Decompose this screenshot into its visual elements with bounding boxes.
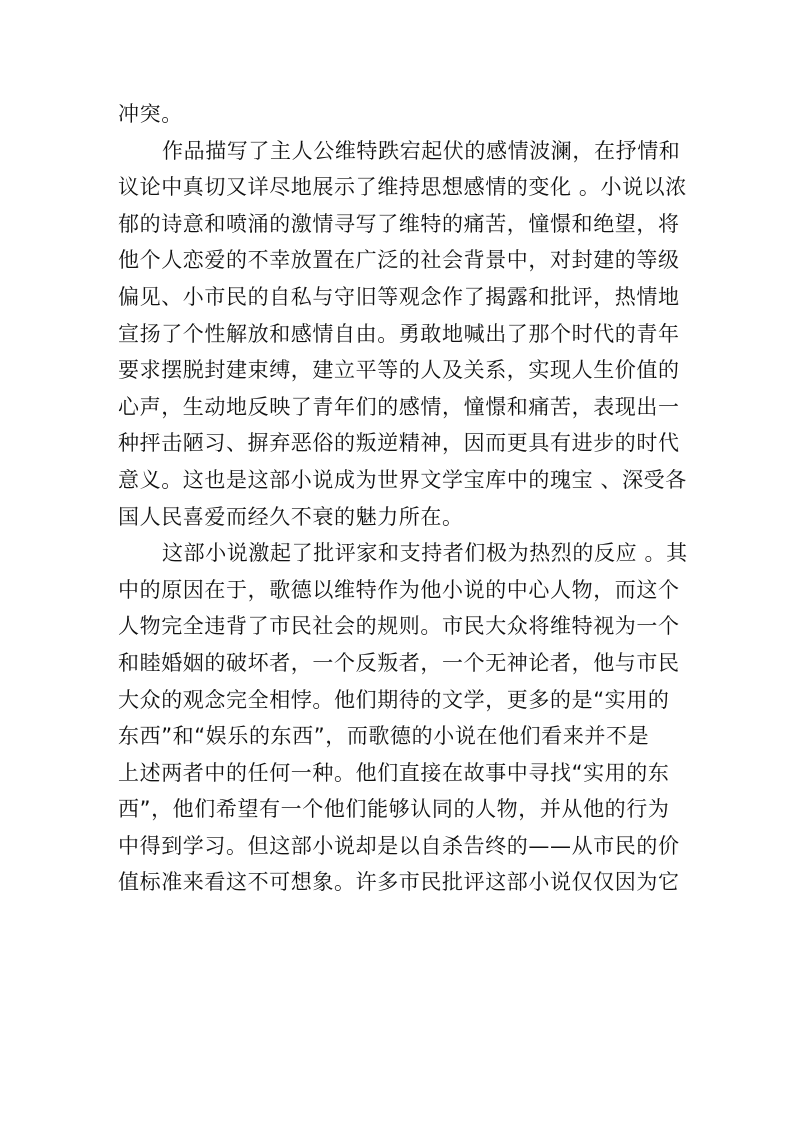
paragraph-first-line: 这部小说激起了批评家和支持者们极为热烈的反应 。其	[162, 541, 688, 566]
text-line: 要求摆脱封建束缚，建立平等的人及关系，实现人生价值的	[118, 358, 680, 383]
text-line: 他个人恋爱的不幸放置在广泛的社会背景中，对封建的等级	[118, 248, 680, 273]
body-text	[118, 96, 688, 901]
text-line: 偏见、小市民的自私与守旧等观念作了揭露和批评，热情地	[118, 284, 680, 309]
text-line: 中得到学习。但这部小说却是以自杀告终的——从市民的价	[118, 833, 680, 858]
text-line: 心声，生动地反映了青年们的感情，憧憬和痛苦，表现出一	[118, 394, 680, 419]
text-line: 上述两者中的任何一种。他们直接在故事中寻找“实用的东	[118, 760, 670, 785]
text-line: 人物完全违背了市民社会的规则。市民大众将维特视为一个	[118, 614, 680, 639]
text-line: 冲突。	[118, 102, 183, 126]
text-line: 议论中真切又详尽地展示了维持思想感情的变化 。小说以浓	[118, 175, 687, 200]
text-line: 意义。这也是这部小说成为世界文学宝库中的瑰宝 、深受各	[118, 467, 687, 492]
text-line: 东西”和“娱乐的东西”，而歌德的小说在他们看来并不是	[118, 724, 650, 749]
text-line: 种抨击陋习、摒弃恶俗的叛逆精神，因而更具有进步的时代	[118, 431, 680, 456]
text-line: 值标准来看这不可想象。许多市民批评这部小说仅仅因为它	[118, 870, 680, 895]
text-line: 和睦婚姻的破坏者，一个反叛者，一个无神论者，他与市民	[118, 650, 680, 675]
text-line: 宣扬了个性解放和感情自由。勇敢地喊出了那个时代的青年	[118, 321, 680, 346]
text-line: 西”，他们希望有一个他们能够认同的人物，并从他的行为	[118, 797, 670, 822]
text-line: 中的原因在于，歌德以维特作为他小说的中心人物，而这个	[118, 577, 680, 602]
text-line: 郁的诗意和喷涌的激情寻写了维特的痛苦，憧憬和绝望，将	[118, 211, 680, 236]
text-line: 国人民喜爱而经久不衰的魅力所在。	[118, 504, 464, 529]
text-line: 大众的观念完全相悖。他们期待的文学，更多的是“实用的	[118, 687, 670, 712]
paragraph-first-line: 作品描写了主人公维特跌宕起伏的感情波澜，在抒情和	[162, 138, 681, 163]
